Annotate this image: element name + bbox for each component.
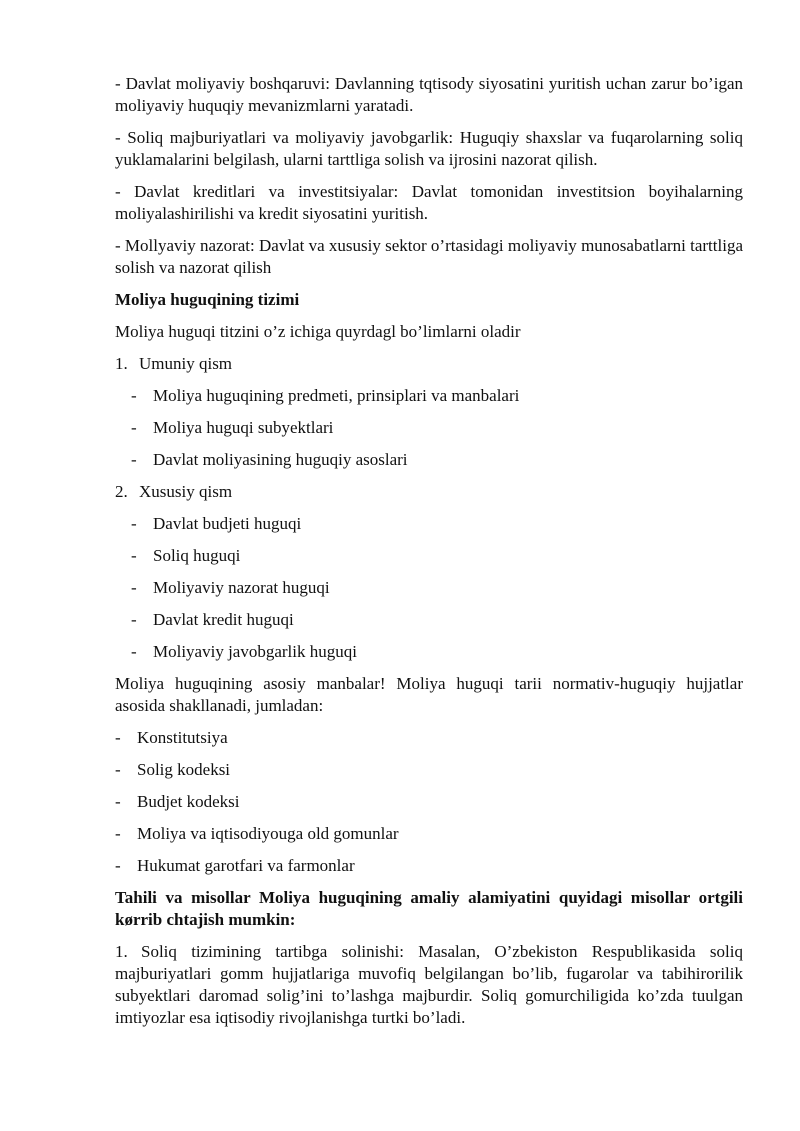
list-item: - Soliq huguqi xyxy=(131,546,241,565)
section-intro: Moliya huguqi titzini o’z ichiga quyrdagl bo’limlarni oladir xyxy=(115,322,521,341)
group-title: Umuniy qism xyxy=(139,354,233,373)
list-item: - Hukumat garotfari va farmonlar xyxy=(115,856,355,875)
list-item: - Davlat kredit huguqi xyxy=(131,610,294,629)
section-heading-analysis: Tahili va misollar Moliya huguqining amaliy alamiyatini quyidagi misollar ortgili kørrib chtajish mumkin: xyxy=(115,888,743,929)
list-item: - Moliya huguqining predmeti, prinsiplari va manbalari xyxy=(131,386,520,405)
intro-paragraph: - Davlat moliyaviy boshqaruvi: Davlanning tqtisody siyosatini yuritish uchan zarur bo’igan moliyaviy huquqiy mevanizmlarni yaratadi. xyxy=(115,74,743,115)
sources-intro: Moliya huguqining asosiy manbalar! Moliya huguqi tarii normativ-huguqiy hujjatlar asosida shakllanadi, jumladan: xyxy=(115,674,743,715)
group-number: 1. xyxy=(115,354,128,373)
intro-paragraph: - Davlat kreditlari va investitsiyalar: Davlat tomonidan investitsion boyihalarning moliyalashirilishi va kredit siyosatini yuritish. xyxy=(115,182,743,223)
intro-paragraph: - Soliq majburiyatlari va moliyaviy javobgarlik: Huguqiy shaxslar va fuqarolarning soliq yuklamalarini belgilash, ularni tarttliga solish va ijrosini nazorat qilish. xyxy=(115,128,743,169)
list-item: - Davlat budjeti huguqi xyxy=(131,514,302,533)
list-item: - Solig kodeksi xyxy=(115,760,231,779)
numbered-group-title xyxy=(115,353,743,375)
list-item: - Moliyaviy javobgarlik huguqi xyxy=(131,642,357,661)
numbered-paragraph: 1. Soliq tizimining tartibga solinishi: Masalan, O’zbekiston Respublikasida soliq majburiyatlari gomm hujjatlariga muvofiq belgilangan bo’lib, fugarolar va tabihirorilik subyektlari daromad solig’ini to’lashga majburdir. Soliq gomurchiligida ko’zda tuulgan imtiyozlar esa iqtisodiy rivojlanishga turtki bo’ladi. xyxy=(115,942,743,1027)
group-title: Xususiy qism xyxy=(139,482,233,501)
general-part-list xyxy=(115,385,743,471)
intro-paragraph: - Mollyaviy nazorat: Davlat va xususiy sektor o’rtasidagi moliyaviy munosabatlarni tarttliga solish va nazorat qilish xyxy=(115,236,743,277)
special-part-list xyxy=(115,513,743,663)
list-item: - Moliya huguqi subyektlari xyxy=(131,418,334,437)
group-number: 2. xyxy=(115,482,128,501)
list-item: - Budjet kodeksi xyxy=(115,792,240,811)
list-item: - Davlat moliyasining huguqiy asoslari xyxy=(131,450,408,469)
numbered-group-title xyxy=(115,481,743,503)
list-item: - Konstitutsiya xyxy=(115,728,228,747)
sources-list xyxy=(115,727,743,877)
list-item: - Moliya va iqtisodiyouga old gomunlar xyxy=(115,824,399,843)
list-item: - Moliyaviy nazorat huguqi xyxy=(131,578,330,597)
section-heading-system: Moliya huguqining tizimi xyxy=(115,290,300,309)
